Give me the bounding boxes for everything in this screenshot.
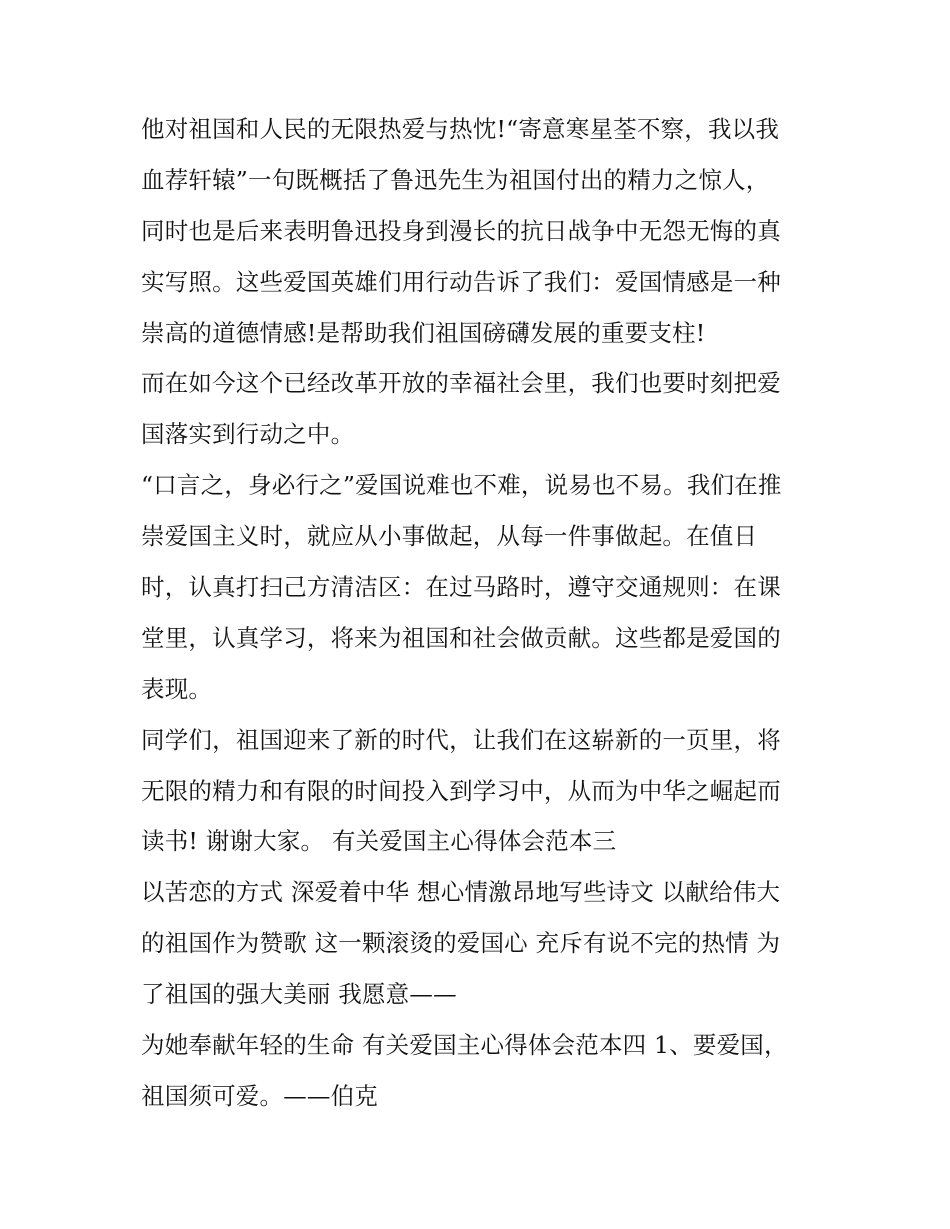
text-line: 堂里，认真学习，将来为祖国和社会做贡献。这些都是爱国的 [141,623,781,652]
text-line: 的祖国作为赞歌 这一颗滚烫的爱国心 充斥有说不完的热情 为 [141,929,781,958]
text-line: 他对祖国和人民的无限热爱与热忱!“寄意寒星荃不察，我以我 [141,115,780,143]
text-line: 以苦恋的方式 深爱着中华 想心情激昂地写些诗文 以献给伟大 [141,878,781,907]
text-line: 无限的精力和有限的时间投入到学习中，从而为中华之崛起而 [141,776,781,805]
text-line: 血荐轩辕”一句既概括了鲁迅先生为祖国付出的精力之惊人， [141,165,770,194]
text-line: 为她奉献年轻的生命 有关爱国主心得体会范本四 1、要爱国， [141,1031,788,1060]
text-line: 祖国须可爱。——伯克 [141,1081,378,1110]
text-line: 国落实到行动之中。 [141,420,355,449]
text-line: 同学们，祖国迎来了新的时代，让我们在这崭新的一页里，将 [141,725,781,754]
text-line: 表现。 [141,674,213,703]
text-line: 崇爱国主义时，就应从小事做起，从每一件事做起。在值日 [141,522,758,551]
text-line: 读书! 谢谢大家。 有关爱国主心得体会范本三 [141,827,617,856]
text-line: 实写照。这些爱国英雄们用行动告诉了我们：爱国情感是一种 [141,267,781,296]
text-line: “口言之，身必行之”爱国说难也不难，说易也不易。我们在推 [141,471,782,500]
text-line: 时，认真打扫己方清洁区：在过马路时，遵守交通规则：在课 [141,573,781,602]
text-line: 了祖国的强大美丽 我愿意—— [141,980,457,1009]
text-line: 同时也是后来表明鲁迅投身到漫长的抗日战争中无怨无悔的真 [141,216,781,245]
body-text [141,104,813,1122]
text-line: 崇高的道德情感!是帮助我们祖国磅礴发展的重要支柱! [141,318,706,347]
text-line: 而在如今这个已经改革开放的幸福社会里，我们也要时刻把爱 [141,369,781,398]
